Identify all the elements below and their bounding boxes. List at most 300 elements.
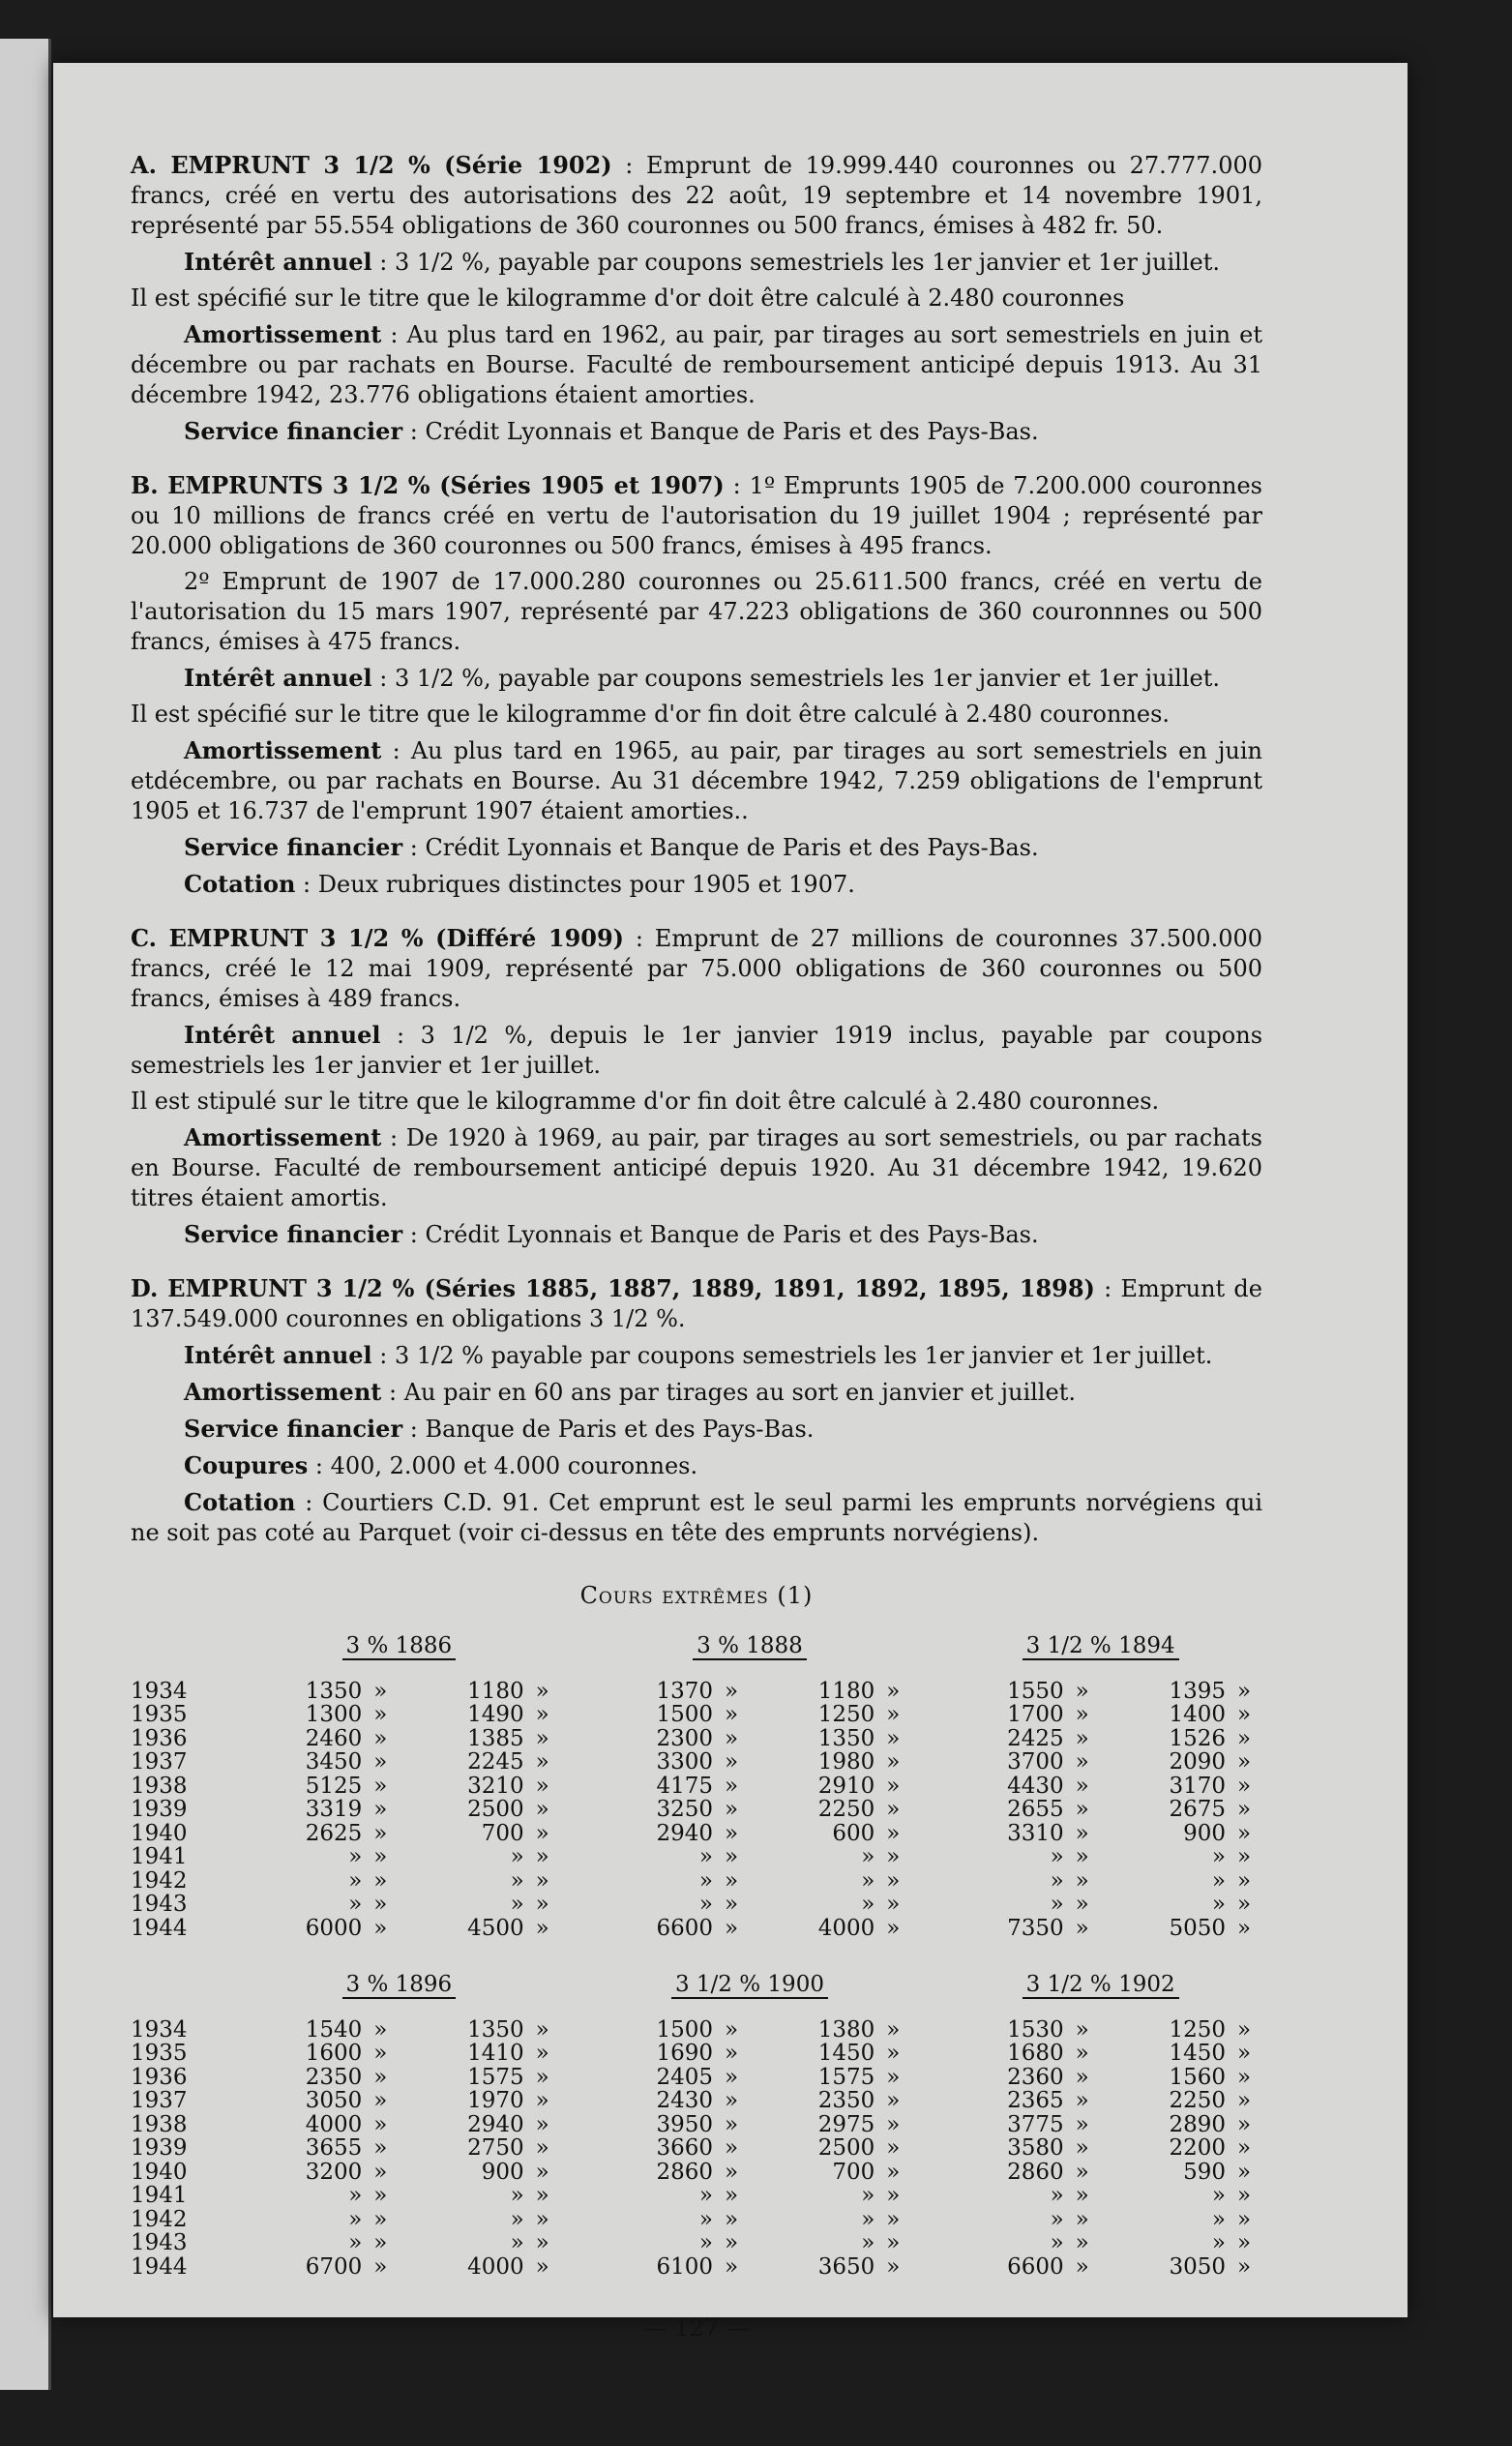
- low-price: 1575: [817, 2064, 875, 2090]
- ditto-mark: »: [886, 1773, 901, 1799]
- ditto-mark: »: [886, 1702, 901, 1727]
- low-price: »: [510, 2183, 524, 2208]
- low-price: 2750: [467, 2135, 524, 2161]
- high-price: 3660: [656, 2135, 713, 2161]
- ditto-mark: »: [373, 2111, 388, 2137]
- year-cell: 1934: [131, 1678, 188, 1704]
- ditto-mark: »: [724, 1915, 739, 1941]
- ditto-mark: »: [1075, 1702, 1089, 1727]
- section-c-amortissement: Amortissement : De 1920 à 1969, au pair, par tirages au sort semestriels, ou par rachats en Bourse. Faculté de remboursement anticipé depuis 1920. Au 31 décembre 1942, 19.620 titres étaient amortis.: [131, 1123, 1262, 1211]
- table-row: [131, 2089, 1262, 2113]
- low-price: »: [1211, 2206, 1226, 2232]
- high-price: »: [698, 2230, 713, 2255]
- high-price: 6600: [656, 1915, 713, 1941]
- high-price: »: [348, 1892, 363, 1917]
- section-d-amortissement: Amortissement : Au pair en 60 ans par tirages au sort en janvier et juillet.: [184, 1378, 1076, 1406]
- ditto-mark: »: [724, 2253, 739, 2280]
- ditto-mark: »: [535, 1820, 549, 1846]
- section-b-intro: B. EMPRUNTS 3 1/2 % (Séries 1905 et 1907) : 1º Emprunts 1905 de 7.200.000 couronnes ou 10 millions de francs créé en vertu de l'autorisation du 19 juillet 1904 ; représenté par 20.000 obligations de 360 couronnes ou 500 francs, émises à 495 francs.: [131, 471, 1262, 559]
- ditto-mark: »: [1236, 2159, 1252, 2185]
- ditto-mark: »: [724, 2111, 739, 2137]
- low-price: 2500: [467, 1797, 524, 1822]
- ditto-mark: »: [535, 1725, 549, 1751]
- low-price: 2090: [1169, 1749, 1226, 1775]
- section-c: [131, 923, 1262, 1250]
- ditto-mark: »: [1075, 1749, 1089, 1775]
- ditto-mark: »: [1075, 1844, 1089, 1869]
- high-price: 3300: [656, 1749, 713, 1775]
- ditto-mark: »: [1075, 2230, 1089, 2255]
- ditto-mark: »: [886, 1749, 901, 1775]
- section-d-cotation: Cotation : Courtiers C.D. 91. Cet emprunt est le seul parmi les emprunts norvégiens qui ne soit pas coté au Parquet (voir ci-dessus en tête des emprunts norvégiens).: [131, 1488, 1262, 1546]
- ditto-mark: »: [1075, 2135, 1089, 2161]
- ditto-mark: »: [373, 2230, 388, 2255]
- year-cell: 1935: [131, 2041, 188, 2066]
- low-price: 2250: [1169, 2088, 1226, 2113]
- year-cell: 1944: [131, 1915, 188, 1941]
- ditto-mark: »: [724, 2088, 739, 2113]
- table-row: [131, 1750, 1262, 1775]
- ditto-mark: »: [1236, 1678, 1252, 1704]
- ditto-mark: »: [535, 1915, 549, 1941]
- low-price: »: [510, 2206, 524, 2232]
- high-price: »: [1050, 1867, 1064, 1894]
- low-price: 3050: [1169, 2253, 1226, 2280]
- low-price: 600: [832, 1820, 875, 1846]
- low-price: 2910: [817, 1773, 875, 1799]
- ditto-mark: »: [724, 2159, 739, 2185]
- ditto-mark: »: [1236, 1820, 1252, 1846]
- ditto-mark: »: [886, 2135, 901, 2161]
- high-price: 6100: [656, 2253, 713, 2280]
- high-price: 2405: [656, 2064, 713, 2090]
- table-row: [131, 1680, 1262, 1704]
- ditto-mark: »: [1236, 2230, 1252, 2255]
- year-cell: 1943: [131, 2230, 188, 2255]
- ditto-mark: »: [1075, 2111, 1089, 2137]
- low-price: »: [1211, 2230, 1226, 2255]
- ditto-mark: »: [1236, 2088, 1252, 2113]
- ditto-mark: »: [373, 1702, 388, 1727]
- table-row: [131, 1893, 1262, 1917]
- series-header: 3 1/2 % 1894: [1023, 1633, 1179, 1660]
- ditto-mark: »: [535, 1773, 549, 1799]
- table-row: [131, 2066, 1262, 2090]
- high-price: 2860: [656, 2159, 713, 2185]
- ditto-mark: »: [886, 1867, 901, 1894]
- high-price: »: [698, 1867, 713, 1894]
- table-row: [131, 1869, 1262, 1894]
- table-row: [131, 1703, 1262, 1727]
- low-price: »: [510, 2230, 524, 2255]
- low-price: 1385: [467, 1725, 524, 1751]
- ditto-mark: »: [535, 1702, 549, 1727]
- high-price: 6700: [305, 2253, 363, 2280]
- ditto-mark: »: [535, 2041, 549, 2066]
- section-b-interet: Intérêt annuel : 3 1/2 %, payable par coupons semestriels les 1er janvier et 1er juillet.: [184, 664, 1220, 692]
- section-c-note: Il est stipulé sur le titre que le kilogramme d'or fin doit être calculé à 2.480 couronnes.: [131, 1088, 1160, 1115]
- section-a-heading: A. EMPRUNT 3 1/2 % (Série 1902): [131, 151, 612, 179]
- high-price: 4000: [305, 2111, 363, 2137]
- ditto-mark: »: [1075, 2253, 1089, 2280]
- page-content: [131, 150, 1262, 2343]
- low-price: »: [861, 1844, 875, 1869]
- ditto-mark: »: [724, 1725, 739, 1751]
- ditto-mark: »: [1236, 1867, 1252, 1894]
- ditto-mark: »: [1075, 2088, 1089, 2113]
- ditto-mark: »: [535, 2230, 549, 2255]
- year-cell: 1941: [131, 2183, 188, 2208]
- ditto-mark: »: [535, 1867, 549, 1894]
- high-price: 1600: [305, 2041, 363, 2066]
- year-cell: 1935: [131, 1702, 188, 1727]
- ditto-mark: »: [724, 2183, 739, 2208]
- ditto-mark: »: [724, 1797, 739, 1822]
- series-header: 3 % 1886: [342, 1633, 457, 1660]
- series-header: 3 % 1888: [693, 1633, 807, 1660]
- ditto-mark: »: [886, 2183, 901, 2208]
- series-header: 3 1/2 % 1900: [671, 1972, 828, 1999]
- ditto-mark: »: [1236, 2183, 1252, 2208]
- ditto-mark: »: [1236, 2064, 1252, 2090]
- ditto-mark: »: [373, 1915, 388, 1941]
- high-price: 2625: [305, 1820, 363, 1846]
- low-price: 1395: [1169, 1678, 1226, 1704]
- low-price: 4500: [467, 1915, 524, 1941]
- low-price: 5050: [1169, 1915, 1226, 1941]
- high-price: »: [348, 2230, 363, 2255]
- table-block-header: [131, 1973, 1262, 2018]
- ditto-mark: »: [373, 1844, 388, 1869]
- low-price: 1180: [467, 1678, 524, 1704]
- ditto-mark: »: [724, 1773, 739, 1799]
- high-price: 7350: [1007, 1915, 1064, 1941]
- ditto-mark: »: [886, 2111, 901, 2137]
- year-cell: 1937: [131, 2088, 188, 2113]
- ditto-mark: »: [886, 2230, 901, 2255]
- section-d-service: Service financier : Banque de Paris et des Pays-Bas.: [184, 1415, 815, 1443]
- ditto-mark: »: [886, 1797, 901, 1822]
- section-b-service: Service financier : Crédit Lyonnais et Banque de Paris et des Pays-Bas.: [184, 833, 1039, 861]
- low-price: 1970: [467, 2088, 524, 2113]
- high-price: 2460: [305, 1725, 363, 1751]
- high-price: 2350: [305, 2064, 363, 2090]
- ditto-mark: »: [724, 2064, 739, 2090]
- ditto-mark: »: [886, 2159, 901, 2185]
- ditto-mark: »: [373, 1892, 388, 1917]
- ditto-mark: »: [373, 2088, 388, 2113]
- ditto-mark: »: [1075, 2016, 1089, 2043]
- ditto-mark: »: [535, 1749, 549, 1775]
- ditto-mark: »: [1236, 2111, 1252, 2137]
- high-price: 1370: [656, 1678, 713, 1704]
- adjacent-page-edge: [0, 39, 51, 2390]
- year-cell: 1936: [131, 2064, 188, 2090]
- low-price: »: [1211, 1892, 1226, 1917]
- high-price: 2365: [1007, 2088, 1064, 2113]
- section-b-cotation: Cotation : Deux rubriques distinctes pour 1905 et 1907.: [184, 870, 855, 898]
- ditto-mark: »: [1236, 1702, 1252, 1727]
- section-d-interet: Intérêt annuel : 3 1/2 % payable par coupons semestriels les 1er janvier et 1er juillet.: [184, 1341, 1213, 1369]
- low-price: 2245: [467, 1749, 524, 1775]
- ditto-mark: »: [1236, 1892, 1252, 1917]
- ditto-mark: »: [373, 1820, 388, 1846]
- section-c-service: Service financier : Crédit Lyonnais et Banque de Paris et des Pays-Bas.: [184, 1220, 1039, 1248]
- low-price: 2675: [1169, 1797, 1226, 1822]
- ditto-mark: »: [1236, 1915, 1252, 1941]
- low-price: »: [861, 2230, 875, 2255]
- year-cell: 1936: [131, 1725, 188, 1751]
- low-price: »: [510, 1844, 524, 1869]
- low-price: »: [861, 1892, 875, 1917]
- high-price: 3655: [305, 2135, 363, 2161]
- ditto-mark: »: [724, 1844, 739, 1869]
- cours-extremes-table: [131, 1634, 1262, 2279]
- ditto-mark: »: [1236, 1725, 1252, 1751]
- high-price: 6000: [305, 1915, 363, 1941]
- ditto-mark: »: [1075, 2159, 1089, 2185]
- high-price: »: [698, 1844, 713, 1869]
- low-price: 1450: [817, 2041, 875, 2066]
- table-row: [131, 1798, 1262, 1822]
- section-b: [131, 470, 1262, 900]
- high-price: »: [698, 2206, 713, 2232]
- ditto-mark: »: [724, 2041, 739, 2066]
- ditto-mark: »: [535, 2064, 549, 2090]
- ditto-mark: »: [373, 1773, 388, 1799]
- ditto-mark: »: [373, 1678, 388, 1704]
- ditto-mark: »: [886, 2088, 901, 2113]
- low-price: 1180: [817, 1678, 875, 1704]
- high-price: 6600: [1007, 2253, 1064, 2280]
- section-d-intro: D. EMPRUNT 3 1/2 % (Séries 1885, 1887, 1889, 1891, 1892, 1895, 1898) : Emprunt de 137.549.000 couronnes en obligations 3 1/2 %.: [131, 1274, 1262, 1332]
- section-b-emprunt-1907: 2º Emprunt de 1907 de 17.000.280 couronnes ou 25.611.500 francs, créé en vertu de l'autorisation du 15 mars 1907, représenté par 47.223 obligations de 360 couronnnes ou 500 francs, émises à 475 francs.: [131, 568, 1262, 655]
- high-price: 3700: [1007, 1749, 1064, 1775]
- table-row: [131, 1822, 1262, 1846]
- ditto-mark: »: [535, 2088, 549, 2113]
- ditto-mark: »: [535, 2111, 549, 2137]
- ditto-mark: »: [535, 2016, 549, 2043]
- ditto-mark: »: [373, 2183, 388, 2208]
- high-price: »: [1050, 2183, 1064, 2208]
- year-cell: 1939: [131, 2135, 188, 2161]
- low-price: 1350: [817, 1725, 875, 1751]
- ditto-mark: »: [724, 1702, 739, 1727]
- ditto-mark: »: [724, 1678, 739, 1704]
- year-cell: 1940: [131, 2159, 188, 2185]
- section-b-heading: B. EMPRUNTS 3 1/2 % (Séries 1905 et 1907): [131, 471, 725, 499]
- high-price: »: [698, 2183, 713, 2208]
- ditto-mark: »: [724, 1820, 739, 1846]
- high-price: 3775: [1007, 2111, 1064, 2137]
- high-price: »: [1050, 2230, 1064, 2255]
- low-price: 2250: [817, 1797, 875, 1822]
- high-price: 1350: [305, 1678, 363, 1704]
- ditto-mark: »: [1075, 1773, 1089, 1799]
- table-row: [131, 2136, 1262, 2161]
- high-price: 4175: [656, 1773, 713, 1799]
- high-price: »: [1050, 1844, 1064, 1869]
- year-cell: 1934: [131, 2016, 188, 2043]
- year-cell: 1940: [131, 1820, 188, 1846]
- low-price: 3210: [467, 1773, 524, 1799]
- ditto-mark: »: [535, 2183, 549, 2208]
- ditto-mark: »: [1075, 1797, 1089, 1822]
- high-price: 3950: [656, 2111, 713, 2137]
- ditto-mark: »: [886, 1678, 901, 1704]
- section-c-intro: C. EMPRUNT 3 1/2 % (Différé 1909) : Emprunt de 27 millions de couronnes 37.500.000 francs, créé le 12 mai 1909, représenté par 75.000 obligations de 360 couronnes ou 500 francs, émises à 489 francs.: [131, 924, 1263, 1012]
- low-price: 2350: [817, 2088, 875, 2113]
- ditto-mark: »: [535, 2206, 549, 2232]
- high-price: »: [348, 2183, 363, 2208]
- section-c-interet: Intérêt annuel : 3 1/2 %, depuis le 1er janvier 1919 inclus, payable par coupons semestriels les 1er janvier et 1er juillet.: [131, 1021, 1263, 1079]
- table-row: [131, 2018, 1262, 2043]
- high-price: »: [1050, 1892, 1064, 1917]
- ditto-mark: »: [886, 2206, 901, 2232]
- ditto-mark: »: [886, 1892, 901, 1917]
- table-block-header: [131, 1634, 1262, 1680]
- ditto-mark: »: [1075, 2183, 1089, 2208]
- ditto-mark: »: [535, 1797, 549, 1822]
- ditto-mark: »: [886, 1915, 901, 1941]
- high-price: 1300: [305, 1702, 363, 1727]
- ditto-mark: »: [1236, 2253, 1252, 2280]
- ditto-mark: »: [886, 2016, 901, 2043]
- ditto-mark: »: [535, 1678, 549, 1704]
- low-price: »: [510, 1867, 524, 1894]
- ditto-mark: »: [373, 2064, 388, 2090]
- ditto-mark: »: [1075, 2206, 1089, 2232]
- high-price: 1500: [656, 1702, 713, 1727]
- series-header: 3 1/2 % 1902: [1023, 1972, 1179, 1999]
- table-row: [131, 2208, 1262, 2232]
- low-price: 1400: [1169, 1702, 1226, 1727]
- year-cell: 1942: [131, 1867, 188, 1894]
- low-price: »: [510, 1892, 524, 1917]
- high-price: 1530: [1007, 2016, 1064, 2043]
- ditto-mark: »: [1236, 1844, 1252, 1869]
- low-price: 3170: [1169, 1773, 1226, 1799]
- year-cell: 1938: [131, 2111, 188, 2137]
- ditto-mark: »: [373, 2206, 388, 2232]
- ditto-mark: »: [535, 2159, 549, 2185]
- table-row: [131, 2231, 1262, 2255]
- low-price: 2890: [1169, 2111, 1226, 2137]
- section-a-amortissement: Amortissement : Au plus tard en 1962, au pair, par tirages au sort semestriels en juin et décembre ou par rachats en Bourse. Faculté de remboursement anticipé depuis 1913. Au 31 décembre 1942, 23.776 obligations étaient amorties.: [131, 320, 1262, 408]
- high-price: 1700: [1007, 1702, 1064, 1727]
- low-price: 900: [1183, 1820, 1226, 1846]
- section-b-note: Il est spécifié sur le titre que le kilogramme d'or fin doit être calculé à 2.480 couronnes.: [131, 701, 1171, 728]
- low-price: »: [1211, 1867, 1226, 1894]
- low-price: 1980: [817, 1749, 875, 1775]
- high-price: 3050: [305, 2088, 363, 2113]
- ditto-mark: »: [373, 2159, 388, 2185]
- high-price: 1540: [305, 2016, 363, 2043]
- ditto-mark: »: [886, 1820, 901, 1846]
- high-price: 3580: [1007, 2135, 1064, 2161]
- ditto-mark: »: [1236, 2206, 1252, 2232]
- high-price: 5125: [305, 1773, 363, 1799]
- ditto-mark: »: [724, 2206, 739, 2232]
- ditto-mark: »: [535, 2135, 549, 2161]
- section-a-interet: Intérêt annuel : 3 1/2 %, payable par coupons semestriels les 1er janvier et 1er juillet.: [184, 248, 1220, 276]
- low-price: 1350: [467, 2016, 524, 2043]
- low-price: »: [861, 2183, 875, 2208]
- section-b-amortissement: Amortissement : Au plus tard en 1965, au pair, par tirages au sort semestriels en juin etdécembre, ou par rachats en Bourse. Au 31 décembre 1942, 7.259 obligations de l'emprunt 1905 et 16.737 de l'emprunt 1907 étaient amorties..: [131, 736, 1262, 824]
- low-price: 4000: [817, 1915, 875, 1941]
- year-cell: 1942: [131, 2206, 188, 2232]
- section-a-note: Il est spécifié sur le titre que le kilogramme d'or doit être calculé à 2.480 couronnes: [131, 284, 1125, 312]
- ditto-mark: »: [373, 1797, 388, 1822]
- ditto-mark: »: [1075, 2064, 1089, 2090]
- year-cell: 1944: [131, 2253, 188, 2280]
- ditto-mark: »: [1075, 1820, 1089, 1846]
- ditto-mark: »: [724, 1749, 739, 1775]
- section-d-heading: D. EMPRUNT 3 1/2 % (Séries 1885, 1887, 1889, 1891, 1892, 1895, 1898): [131, 1274, 1095, 1302]
- ditto-mark: »: [1075, 2041, 1089, 2066]
- ditto-mark: »: [535, 1892, 549, 1917]
- section-a-service: Service financier : Crédit Lyonnais et Banque de Paris et des Pays-Bas.: [184, 417, 1039, 445]
- year-cell: 1943: [131, 1892, 188, 1917]
- high-price: 2300: [656, 1725, 713, 1751]
- high-price: »: [1050, 2206, 1064, 2232]
- ditto-mark: »: [535, 2253, 549, 2280]
- low-price: 1560: [1169, 2064, 1226, 2090]
- ditto-mark: »: [373, 1725, 388, 1751]
- low-price: 4000: [467, 2253, 524, 2280]
- ditto-mark: »: [535, 1844, 549, 1869]
- high-price: 1500: [656, 2016, 713, 2043]
- ditto-mark: »: [1075, 1915, 1089, 1941]
- year-cell: 1937: [131, 1749, 188, 1775]
- table-row: [131, 1775, 1262, 1799]
- ditto-mark: »: [1236, 1773, 1252, 1799]
- low-price: 900: [481, 2159, 524, 2185]
- high-price: 1690: [656, 2041, 713, 2066]
- ditto-mark: »: [1075, 1678, 1089, 1704]
- section-d: [131, 1273, 1262, 1548]
- high-price: 3450: [305, 1749, 363, 1775]
- high-price: 2425: [1007, 1725, 1064, 1751]
- table-row: [131, 1845, 1262, 1869]
- year-cell: 1939: [131, 1797, 188, 1822]
- low-price: 2200: [1169, 2135, 1226, 2161]
- ditto-mark: »: [1236, 1797, 1252, 1822]
- ditto-mark: »: [1236, 1749, 1252, 1775]
- high-price: »: [348, 2206, 363, 2232]
- ditto-mark: »: [373, 2041, 388, 2066]
- table-row: [131, 1917, 1262, 1941]
- high-price: 3310: [1007, 1820, 1064, 1846]
- low-price: »: [1211, 1844, 1226, 1869]
- ditto-mark: »: [373, 2135, 388, 2161]
- ditto-mark: »: [373, 2253, 388, 2280]
- table-row: [131, 2184, 1262, 2208]
- ditto-mark: »: [1075, 1867, 1089, 1894]
- high-price: 1550: [1007, 1678, 1064, 1704]
- high-price: 2430: [656, 2088, 713, 2113]
- high-price: 2655: [1007, 1797, 1064, 1822]
- year-cell: 1938: [131, 1773, 188, 1799]
- ditto-mark: »: [886, 2064, 901, 2090]
- ditto-mark: »: [724, 2230, 739, 2255]
- low-price: 590: [1183, 2159, 1226, 2185]
- low-price: »: [1211, 2183, 1226, 2208]
- low-price: 2975: [817, 2111, 875, 2137]
- low-price: 1250: [817, 1702, 875, 1727]
- cours-extremes-title: Cours extrêmes (1): [579, 1582, 814, 1609]
- section-a-intro: A. EMPRUNT 3 1/2 % (Série 1902) : Emprunt de 19.999.440 couronnes ou 27.777.000 francs, créé en vertu des autorisations des 22 août, 19 septembre et 14 novembre 1901, représenté par 55.554 obligations de 360 couronnes ou 500 francs, émises à 482 fr. 50.: [131, 151, 1262, 239]
